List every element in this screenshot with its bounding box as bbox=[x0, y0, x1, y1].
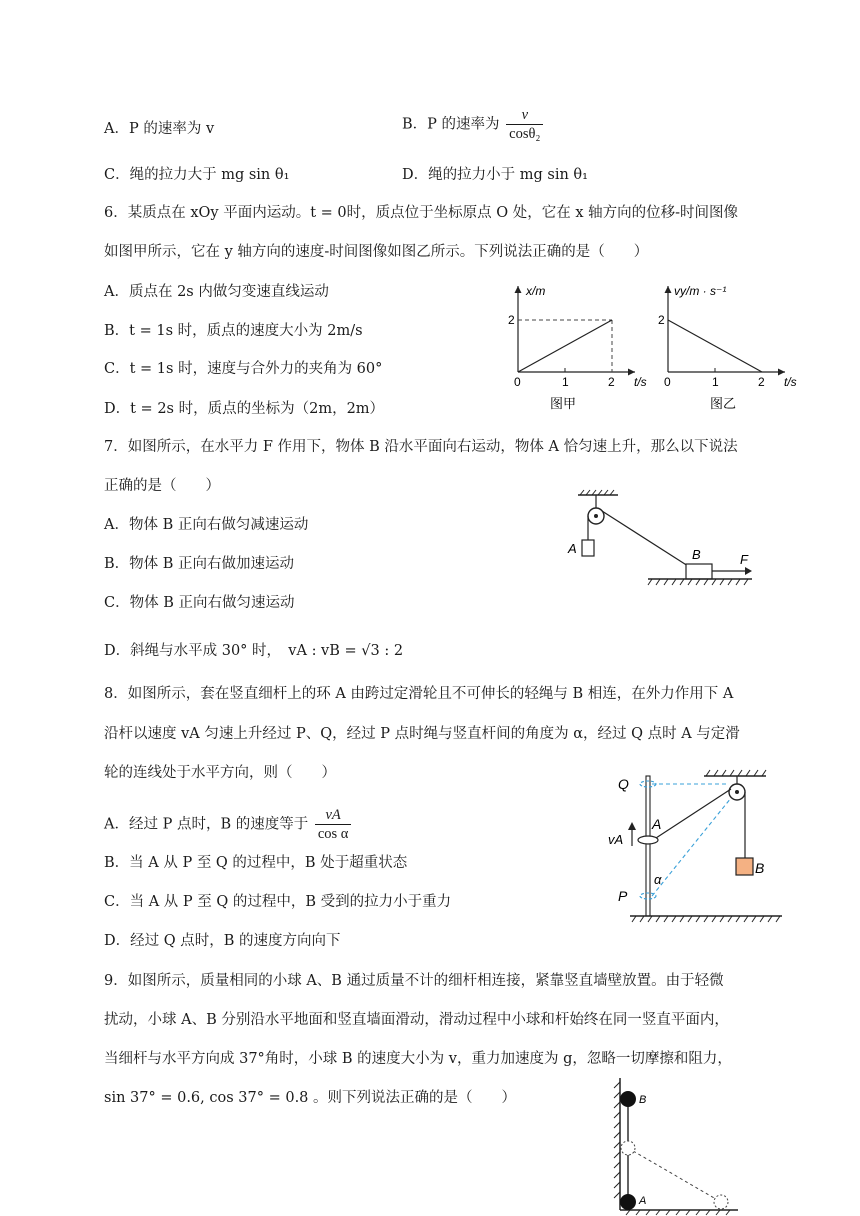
q8-label-q: Q bbox=[618, 776, 629, 792]
q8-label-p: P bbox=[618, 888, 628, 904]
q6-stem-line1: 6．某质点在 xOy 平面内运动。t = 0时，质点位于坐标原点 O 处，它在 x 轴方向的位移-时间图像 bbox=[104, 205, 739, 221]
q8-option-a-numerator: vA bbox=[325, 807, 341, 823]
q5-option-b-denominator: cosθ₂ bbox=[506, 124, 543, 143]
q6-x-t-line bbox=[518, 320, 612, 372]
q5-option-d: D．绳的拉力小于 mg sin θ₁ bbox=[402, 167, 588, 183]
q6-right-origin: 0 bbox=[664, 375, 671, 389]
q5-option-b bbox=[402, 106, 545, 143]
q9-label-b: B bbox=[639, 1094, 647, 1106]
q9-ball-b bbox=[620, 1091, 636, 1107]
q6-right-xlabel: t/s bbox=[784, 375, 797, 389]
q6-option-c: C．t = 1s 时，速度与合外力的夹角为 60° bbox=[104, 361, 383, 377]
q7-label-b: B bbox=[692, 547, 701, 562]
q7-stem-line1: 7．如图所示，在水平力 F 作用下，物体 B 沿水平面向右运动，物体 A 恰匀速上升，那么以下说法 bbox=[104, 439, 738, 455]
q6-right-xtick-2: 2 bbox=[758, 375, 765, 389]
q8-label-a: A bbox=[652, 816, 662, 832]
q7-option-c: C．物体 B 正向右做匀速运动 bbox=[104, 595, 295, 611]
q5-option-b-text: B．P 的速率为 bbox=[402, 116, 500, 133]
q6-left-caption: 图甲 bbox=[550, 396, 577, 411]
q8-label-b: B bbox=[755, 860, 765, 876]
q6-graph-vy-t bbox=[658, 284, 797, 411]
q7-option-b: B．物体 B 正向右做加速运动 bbox=[104, 556, 295, 572]
q6-option-a: A．质点在 2s 内做匀变速直线运动 bbox=[104, 284, 329, 300]
q8-stem-line3: 轮的连线处于水平方向，则（ ） bbox=[104, 765, 336, 781]
q8-option-a-fraction bbox=[315, 806, 352, 843]
q9-figure-rod-balls bbox=[610, 1078, 740, 1216]
q8-block-b bbox=[736, 858, 753, 875]
q8-option-b: B．当 A 从 P 至 Q 的过程中，B 处于超重状态 bbox=[104, 855, 408, 871]
q6-left-xtick-2: 2 bbox=[608, 375, 615, 389]
q5-option-a: A．P 的速率为 v bbox=[104, 121, 215, 137]
q6-stem-line2: 如图甲所示，它在 y 轴方向的速度-时间图像如图乙所示。下列说法正确的是（ ） bbox=[104, 244, 649, 260]
q9-stem-line4: sin 37° = 0.6, cos 37° = 0.8 。则下列说法正确的是（ ） bbox=[104, 1090, 517, 1106]
q6-left-ylabel: x/m bbox=[526, 284, 546, 298]
q6-option-d: D．t = 2s 时，质点的坐标为（2m，2m） bbox=[104, 401, 385, 417]
q9-stem-line2: 扰动，小球 A、B 分别沿水平地面和竖直墙面滑动，滑动过程中小球和杆始终在同一竖直平面内， bbox=[104, 1012, 729, 1028]
q6-right-ytick-2: 2 bbox=[658, 313, 665, 327]
q6-right-ylabel: vy/m · s⁻¹ bbox=[674, 284, 727, 298]
q7-option-d: D．斜绳与水平成 30° 时， vA : vB = √3 : 2 bbox=[104, 643, 404, 659]
q6-vy-t-line bbox=[668, 320, 762, 372]
q7-option-a: A．物体 B 正向右做匀减速运动 bbox=[104, 517, 309, 533]
q8-ring-a bbox=[638, 836, 658, 844]
q7-label-f: F bbox=[740, 552, 748, 567]
q7-block-b bbox=[686, 564, 712, 579]
q7-figure-pulley bbox=[560, 488, 760, 588]
q8-option-c: C．当 A 从 P 至 Q 的过程中，B 受到的拉力小于重力 bbox=[104, 894, 452, 910]
q5-option-b-numerator: v bbox=[521, 107, 529, 123]
q8-figure-ring-rod bbox=[600, 762, 785, 932]
q7-stem-line2: 正确的是（ ） bbox=[104, 478, 220, 494]
q8-rod bbox=[646, 776, 650, 916]
q9-ball-a bbox=[620, 1194, 636, 1210]
q8-stem-line1: 8．如图所示，套在竖直细杆上的环 A 由跨过定滑轮且不可伸长的轻绳与 B 相连，在外力作用下 A bbox=[104, 686, 734, 702]
q5-option-c: C．绳的拉力大于 mg sin θ₁ bbox=[104, 167, 290, 183]
q6-right-xtick-1: 1 bbox=[712, 375, 719, 389]
q9-label-a: A bbox=[639, 1195, 647, 1207]
q8-option-a bbox=[104, 806, 353, 843]
q6-left-ytick-2: 2 bbox=[508, 313, 515, 327]
q8-option-d: D．经过 Q 点时，B 的速度方向向下 bbox=[104, 933, 341, 949]
q8-option-a-denominator: cos α bbox=[315, 824, 352, 843]
q6-left-xtick-1: 1 bbox=[562, 375, 569, 389]
q6-left-xlabel: t/s bbox=[634, 375, 647, 389]
q6-left-origin: 0 bbox=[514, 375, 521, 389]
q8-label-alpha: α bbox=[654, 872, 662, 887]
q8-option-a-text: A．经过 P 点时，B 的速度等于 bbox=[104, 816, 309, 833]
q9-stem-line1: 9．如图所示，质量相同的小球 A、B 通过质量不计的细杆相连接，紧靠竖直墙壁放置。由于轻微 bbox=[104, 973, 724, 989]
q5-option-b-fraction bbox=[506, 106, 543, 143]
q8-stem-line2: 沿杆以速度 vA 匀速上升经过 P、Q，经过 P 点时绳与竖直杆间的角度为 α，经过 Q 点时 A 与定滑 bbox=[104, 726, 740, 742]
q8-label-va: vA bbox=[608, 832, 624, 847]
q9-stem-line3: 当细杆与水平方向成 37°角时，小球 B 的速度大小为 v，重力加速度为 g，忽略一切摩擦和阻力， bbox=[104, 1051, 732, 1067]
q6-option-b: B．t = 1s 时，质点的速度大小为 2m/s bbox=[104, 323, 363, 339]
q7-block-a bbox=[582, 540, 594, 556]
q6-figures bbox=[500, 280, 810, 415]
q6-right-caption: 图乙 bbox=[710, 396, 737, 411]
q7-label-a: A bbox=[568, 541, 577, 556]
q6-graph-x-t bbox=[508, 284, 647, 411]
